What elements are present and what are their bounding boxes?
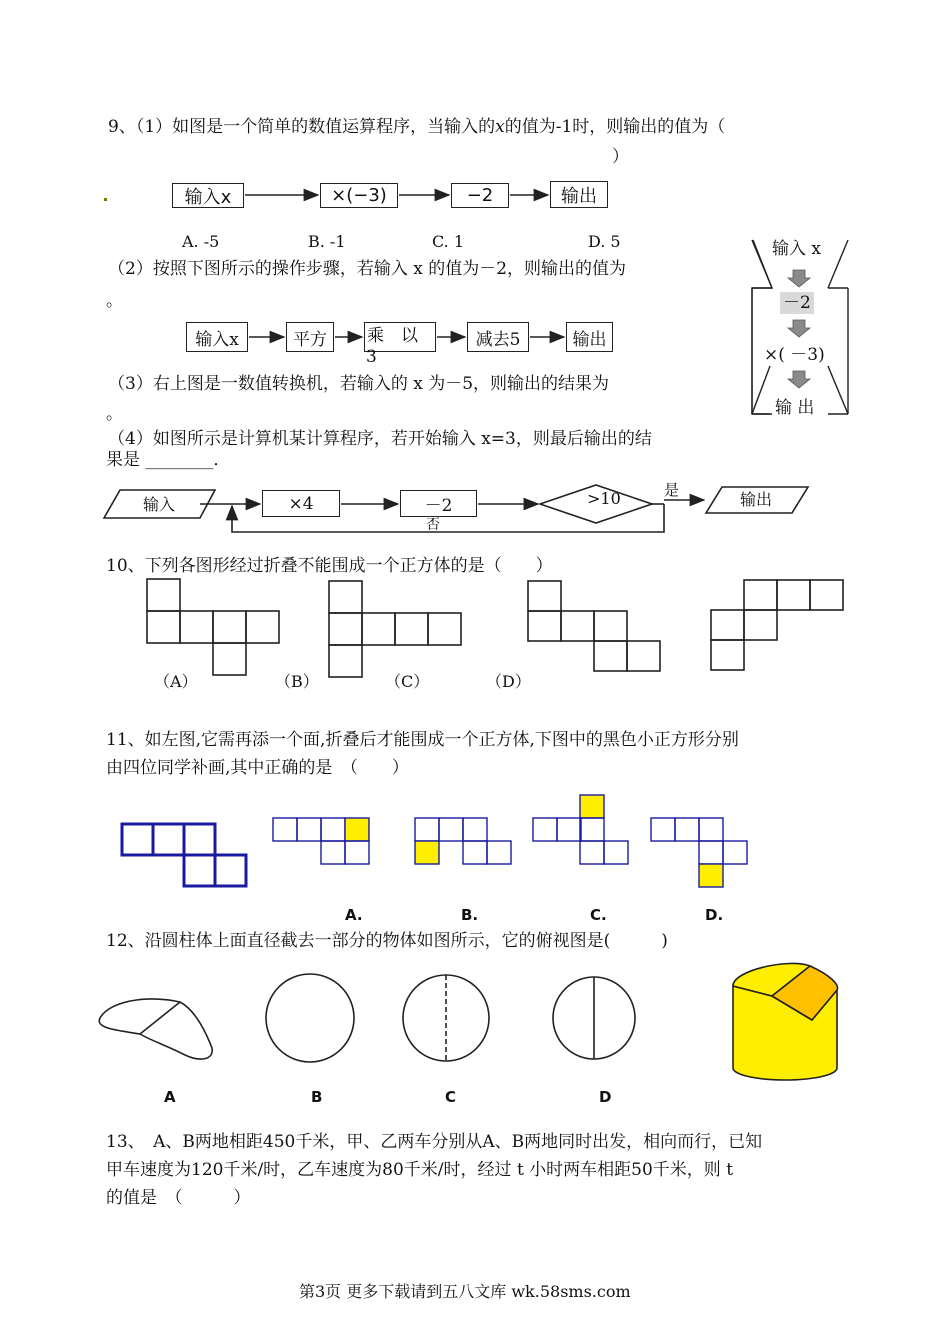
- flow2-multiply-digit: 3: [366, 347, 377, 367]
- q11-net-c: [533, 795, 628, 864]
- q12-label-a: A: [164, 1088, 176, 1106]
- q11-net-d: [651, 818, 747, 887]
- q12-label-b: B: [311, 1088, 323, 1106]
- q12-option-b-circle: [266, 974, 354, 1062]
- flow1-output-box: 输出: [550, 181, 608, 208]
- q9-p2-line1: （2）按照下图所示的操作步骤，若输入 x 的值为－2，则输出的值为: [108, 259, 627, 279]
- flow2-multiply-label: 乘 以: [367, 326, 418, 346]
- q12-option-c-shape: [403, 975, 489, 1061]
- q10-net-d: [711, 580, 843, 670]
- q12-option-d-shape: [553, 977, 635, 1059]
- q11-net-a: [273, 818, 369, 864]
- q13-line1: 13、 A、B两地相距450千米，甲、乙两车分别从A、B两地同时出发，相向而行，已知: [106, 1132, 763, 1152]
- flow2-output-box: 输出: [566, 322, 613, 352]
- q11-line1: 11、如左图,它需再添一个面,折叠后才能围成一个正方体,下图中的黑色小正方形分别: [106, 730, 739, 750]
- q12-label-d: D: [599, 1088, 612, 1106]
- flow4-no-label: 否: [426, 517, 440, 533]
- q11-net-b: [415, 818, 511, 864]
- page-footer: 第3页 更多下载请到五八文库 wk.58sms.com: [299, 1282, 631, 1301]
- q9-p4-line2: 果是 ________．: [106, 450, 231, 470]
- flow4-minus2-box: －2: [400, 490, 477, 517]
- q13-line2: 甲车速度为120千米/时，乙车速度为80千米/时，经过 t 小时两车相距50千米，则 t: [106, 1160, 734, 1180]
- q12-label-c: C: [445, 1088, 457, 1106]
- q9-option-b: B. -1: [308, 232, 346, 251]
- flow1-minus-box: −2: [451, 183, 509, 208]
- flow4-output-label: 输出: [740, 490, 773, 509]
- flow4-decision-diamond: [540, 485, 652, 523]
- flow4-yes-label: 是: [664, 481, 680, 499]
- q10-net-a: [147, 579, 279, 675]
- q10-label-a: （A）: [154, 672, 198, 691]
- q10-label-c: （C）: [385, 672, 430, 691]
- q9-option-d: D. 5: [588, 232, 621, 251]
- q9-p1-text-a: 9、（1）如图是一个简单的数值运算程序，当输入的: [108, 117, 496, 137]
- q9-p1-close-paren: ）: [612, 147, 629, 167]
- q11-label-b: B.: [461, 906, 479, 924]
- flow4-times4-box: ×4: [262, 490, 340, 517]
- machine-times-neg3: ×( －3): [764, 345, 825, 365]
- q9-p3-line2: 。: [106, 404, 123, 424]
- q10-net-c: [528, 581, 660, 671]
- q9-p4-line1: （4）如图所示是计算机某计算程序，若开始输入 x=3，则最后输出的结: [108, 429, 652, 449]
- flow4-input-label: 输入: [143, 495, 176, 514]
- flow4-output-parallelogram: [706, 487, 808, 513]
- machine-input-text: 输入 x: [772, 239, 821, 259]
- q11-label-c: C.: [590, 906, 607, 924]
- q10-text: 10、下列各图形经过折叠不能围成一个正方体的是（ ）: [106, 556, 553, 576]
- q10-label-b: （B）: [275, 672, 319, 691]
- flow1-input-box: 输入x: [172, 183, 244, 208]
- q9-option-c: C. 1: [432, 232, 465, 251]
- machine-down-arrows: [788, 270, 810, 388]
- q11-line2: 由四位同学补画,其中正确的是 （ ）: [106, 758, 409, 778]
- q9-p1-var: x: [495, 117, 505, 137]
- q9-p3-line1: （3）右上图是一数值转换机，若输入的 x 为－5，则输出的结果为: [108, 374, 610, 394]
- flow4-diagram: [104, 485, 808, 532]
- q10-label-d: （D）: [486, 672, 531, 691]
- flow2-square-box: 平方: [286, 322, 334, 352]
- q9-p1-text-b: 的值为-1时，则输出的值为（: [504, 117, 726, 137]
- q13-line3: 的值是 （ ）: [106, 1188, 251, 1208]
- flow2-input-box: 输入x: [186, 322, 248, 352]
- flow2-minus5-box: 减去5: [467, 322, 529, 352]
- machine-minus2: －2: [780, 292, 814, 314]
- q9-p2-line2: 。: [106, 291, 123, 311]
- q12-cylinder: [733, 963, 838, 1080]
- q11-label-a: A.: [345, 906, 363, 924]
- q11-label-d: D.: [705, 906, 724, 924]
- flow4-condition-label: >10: [587, 489, 621, 508]
- flow1-times-box: ×(−3): [320, 183, 398, 208]
- q10-net-b: [329, 581, 461, 677]
- q11-base-net: [122, 824, 246, 886]
- q12-option-a-shape: [99, 999, 212, 1059]
- q9-option-a: A. -5: [182, 232, 220, 251]
- q12-text: 12、沿圆柱体上面直径截去一部分的物体如图所示，它的俯视图是( ): [106, 931, 668, 951]
- machine-output-label: 输 出: [775, 398, 815, 418]
